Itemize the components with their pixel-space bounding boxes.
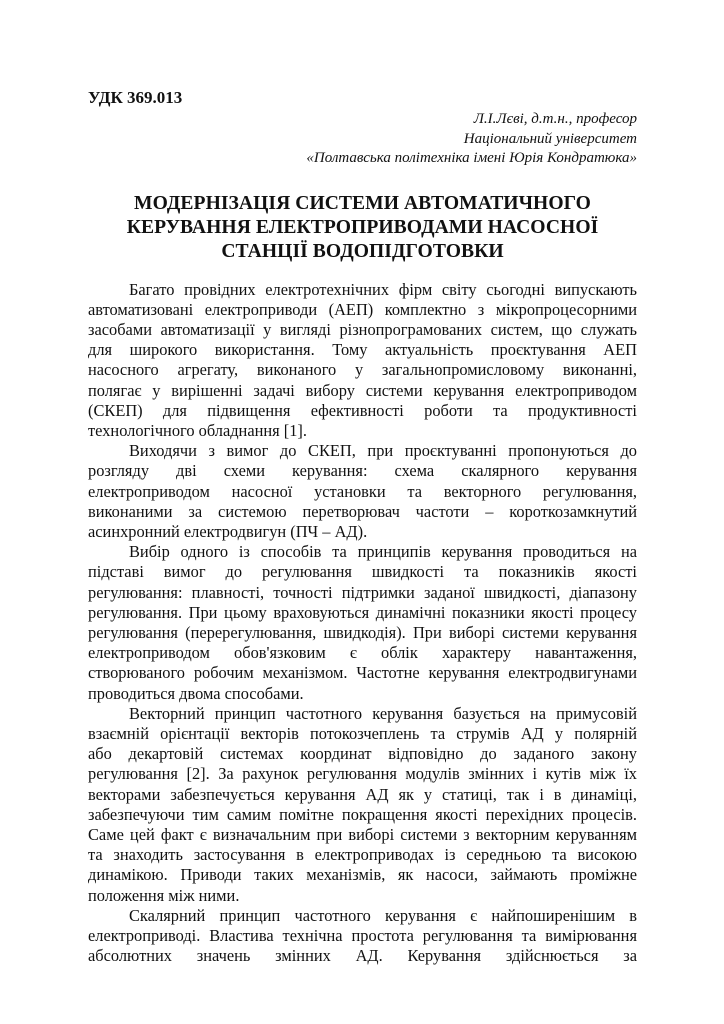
text-line: електроприводі. Властива технічна простота регулювання та вимірювання	[88, 926, 637, 945]
text-line: векторами забезпечується керування АД як у статиці, так і в динаміці,	[88, 784, 637, 804]
text-line: регулювання. При цьому враховуються динамічні показники якості процесу	[88, 602, 637, 622]
text-line: автоматизовані електроприводи (АЕП) комплектно з мікропроцесорними	[88, 299, 637, 319]
text-line: асинхронний електродвигун (ПЧ – АД).	[88, 521, 368, 541]
text-line: засобами автоматизації у вигляді різнопрограмованих систем, що служать	[88, 319, 637, 339]
text-line: електроприводом насосної установки та векторного регулювання,	[88, 481, 637, 501]
text-line: створюваного робочим механізмом. Частотне керування електродвигунами	[88, 663, 637, 683]
text-line: динамікою. Приводи таких механізмів, як насоси, займають проміжне	[88, 865, 637, 885]
text-line: взаємній орієнтації векторів потокозчеплень та струмів АД у полярній	[88, 723, 637, 743]
text-line: технологічного обладнання [1].	[88, 420, 307, 440]
text-line: для широкого використання. Тому актуальність проєктування АЕП	[88, 340, 637, 360]
text-line: насосного агрегату, виконаного у загальнопромисловому виконанні,	[88, 360, 637, 380]
text-line: Скалярний принцип частотного керування є найпоширенішим в	[129, 905, 637, 925]
title-line: МОДЕРНІЗАЦІЯ СИСТЕМИ АВТОМАТИЧНОГО	[134, 192, 591, 214]
text-line: абсолютних значень змінних АД. Керування здійснюється за	[88, 946, 637, 966]
text-line: або декартовій системах координат відповідно до заданого закону	[88, 744, 637, 764]
text-line: та знаходить застосування в електроприводах із середньою та високою	[88, 845, 637, 865]
article-body	[88, 280, 637, 967]
text-line: електроприводом обов'язковим є облік характеру навантаження,	[88, 643, 637, 663]
author-affiliation: Національний університет	[463, 130, 637, 147]
text-line: регулювання [2]. За рахунок регулювання модулів змінних і кутів між їх	[88, 764, 637, 784]
text-line: Багато провідних електротехнічних фірм світу сьогодні випускають	[129, 279, 637, 299]
paragraph	[88, 542, 637, 704]
text-line: розгляду дві схеми керування: схема скалярного керування	[88, 461, 637, 481]
text-line: полягає у вирішенні задачі вибору системи керування електроприводом	[88, 380, 637, 400]
text-line: підставі вимог до регулювання швидкості та показників якості	[88, 562, 637, 582]
paper-title	[88, 192, 637, 264]
udk-code: УДК 369.013	[88, 88, 183, 107]
text-line: виконаними за системою перетворювач частоти – короткозамкнутий	[88, 501, 637, 521]
author-institution: «Полтавська політехніка імені Юрія Кондратюка»	[306, 150, 637, 166]
paragraph	[88, 441, 637, 542]
text-line: Векторний принцип частотного керування базується на примусовій	[129, 703, 637, 723]
text-line: (СКЕП) для підвищення ефективності роботи та продуктивності	[88, 400, 637, 420]
text-line: регулювання (перерегулювання, швидкодія). При виборі системи керування	[88, 622, 637, 642]
paragraph	[88, 704, 637, 906]
text-line: забезпечуючи тим самим помітне покращення якості перехідних процесів.	[88, 804, 637, 824]
author-block	[88, 110, 637, 169]
paragraph	[88, 280, 637, 442]
text-line: Вибір одного із способів та принципів керування проводиться на	[129, 542, 637, 562]
text-line: Виходячи з вимог до СКЕП, при проєктуванні пропонуються до	[129, 441, 637, 461]
text-line: положення між ними.	[88, 885, 240, 905]
title-line: СТАНЦІЇ ВОДОПІДГОТОВКИ	[221, 240, 504, 262]
text-line: Саме цей факт є визначальним при виборі системи з векторним керуванням	[88, 824, 637, 844]
text-line: регулювання: плавності, точності підтримки заданої швидкості, діапазону	[88, 582, 637, 602]
title-line: КЕРУВАННЯ ЕЛЕКТРОПРИВОДАМИ НАСОСНОЇ	[126, 216, 599, 238]
author-name: Л.І.Лєві, д.т.н., професор	[473, 111, 637, 127]
paragraph	[88, 906, 637, 967]
text-line: проводиться двома способами.	[88, 683, 304, 703]
